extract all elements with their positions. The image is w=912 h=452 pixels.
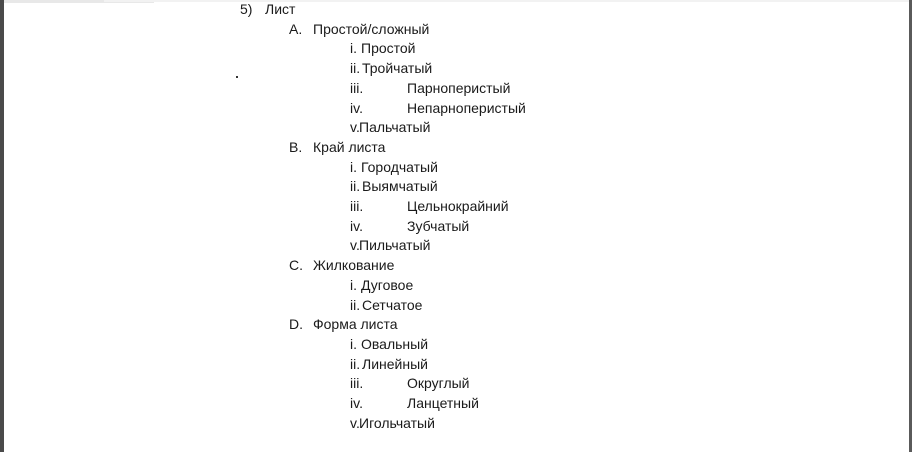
list-item-number: iii. bbox=[350, 375, 364, 392]
list-item-number: iv. bbox=[350, 217, 363, 234]
window-edge-left bbox=[0, 0, 4, 452]
list-item-text: Простой bbox=[361, 40, 416, 57]
list-item-number: i. bbox=[350, 276, 357, 293]
list-item-text: Овальный bbox=[361, 335, 429, 352]
list-item-text: Городчатый bbox=[361, 158, 438, 175]
section-letter: D. bbox=[289, 316, 303, 333]
list-item-text: Зубчатый bbox=[407, 217, 470, 234]
list-item-number: iv. bbox=[350, 395, 363, 411]
list-item-text: Игольчатый bbox=[359, 414, 435, 431]
section-title: Форма листа bbox=[313, 316, 398, 333]
list-item-number: ii. bbox=[350, 60, 361, 77]
list-item-text: Парноперистый bbox=[407, 79, 511, 96]
list-item-text: Дуговое bbox=[361, 276, 414, 293]
stray-dot bbox=[236, 76, 238, 78]
list-item-text: Цельнокрайний bbox=[407, 198, 509, 214]
page-top-border bbox=[104, 0, 909, 2]
list-item-number: ii. bbox=[350, 178, 361, 195]
section-title: Простой/сложный bbox=[313, 20, 430, 37]
section-title: Край листа bbox=[313, 138, 386, 155]
list-item-text: Округлый bbox=[407, 375, 470, 392]
list-item-text: Ланцетный bbox=[407, 395, 479, 411]
section-letter: B. bbox=[289, 138, 303, 155]
list-item-text: Выямчатый bbox=[362, 178, 438, 195]
section-letter: A. bbox=[289, 20, 303, 37]
list-item-number: v. bbox=[350, 119, 360, 136]
list-item-text: Непарноперистый bbox=[407, 99, 526, 116]
list-item-number: ii. bbox=[350, 296, 361, 313]
list-item-number: i. bbox=[350, 40, 357, 57]
list-item-number: v. bbox=[350, 237, 360, 254]
list-item-number: iv. bbox=[350, 99, 363, 116]
outline-heading-title: Лист bbox=[265, 1, 296, 17]
section-title: Жилкование bbox=[313, 257, 395, 274]
list-item-text: Пальчатый bbox=[359, 119, 431, 136]
list-item-number: i. bbox=[350, 158, 357, 175]
list-item-text: Сетчатое bbox=[362, 296, 423, 313]
list-item-number: i. bbox=[350, 335, 357, 352]
section-letter: C. bbox=[289, 257, 303, 274]
list-item-number: iii. bbox=[350, 79, 364, 96]
list-item-number: iii. bbox=[350, 198, 364, 214]
outline-heading-number: 5) bbox=[240, 1, 253, 17]
list-item-text: Пильчатый bbox=[359, 237, 431, 254]
list-item-number: ii. bbox=[350, 355, 361, 372]
list-item-text: Тройчатый bbox=[362, 60, 433, 77]
list-item-number: v. bbox=[350, 414, 360, 431]
list-item-text: Линейный bbox=[362, 355, 428, 372]
